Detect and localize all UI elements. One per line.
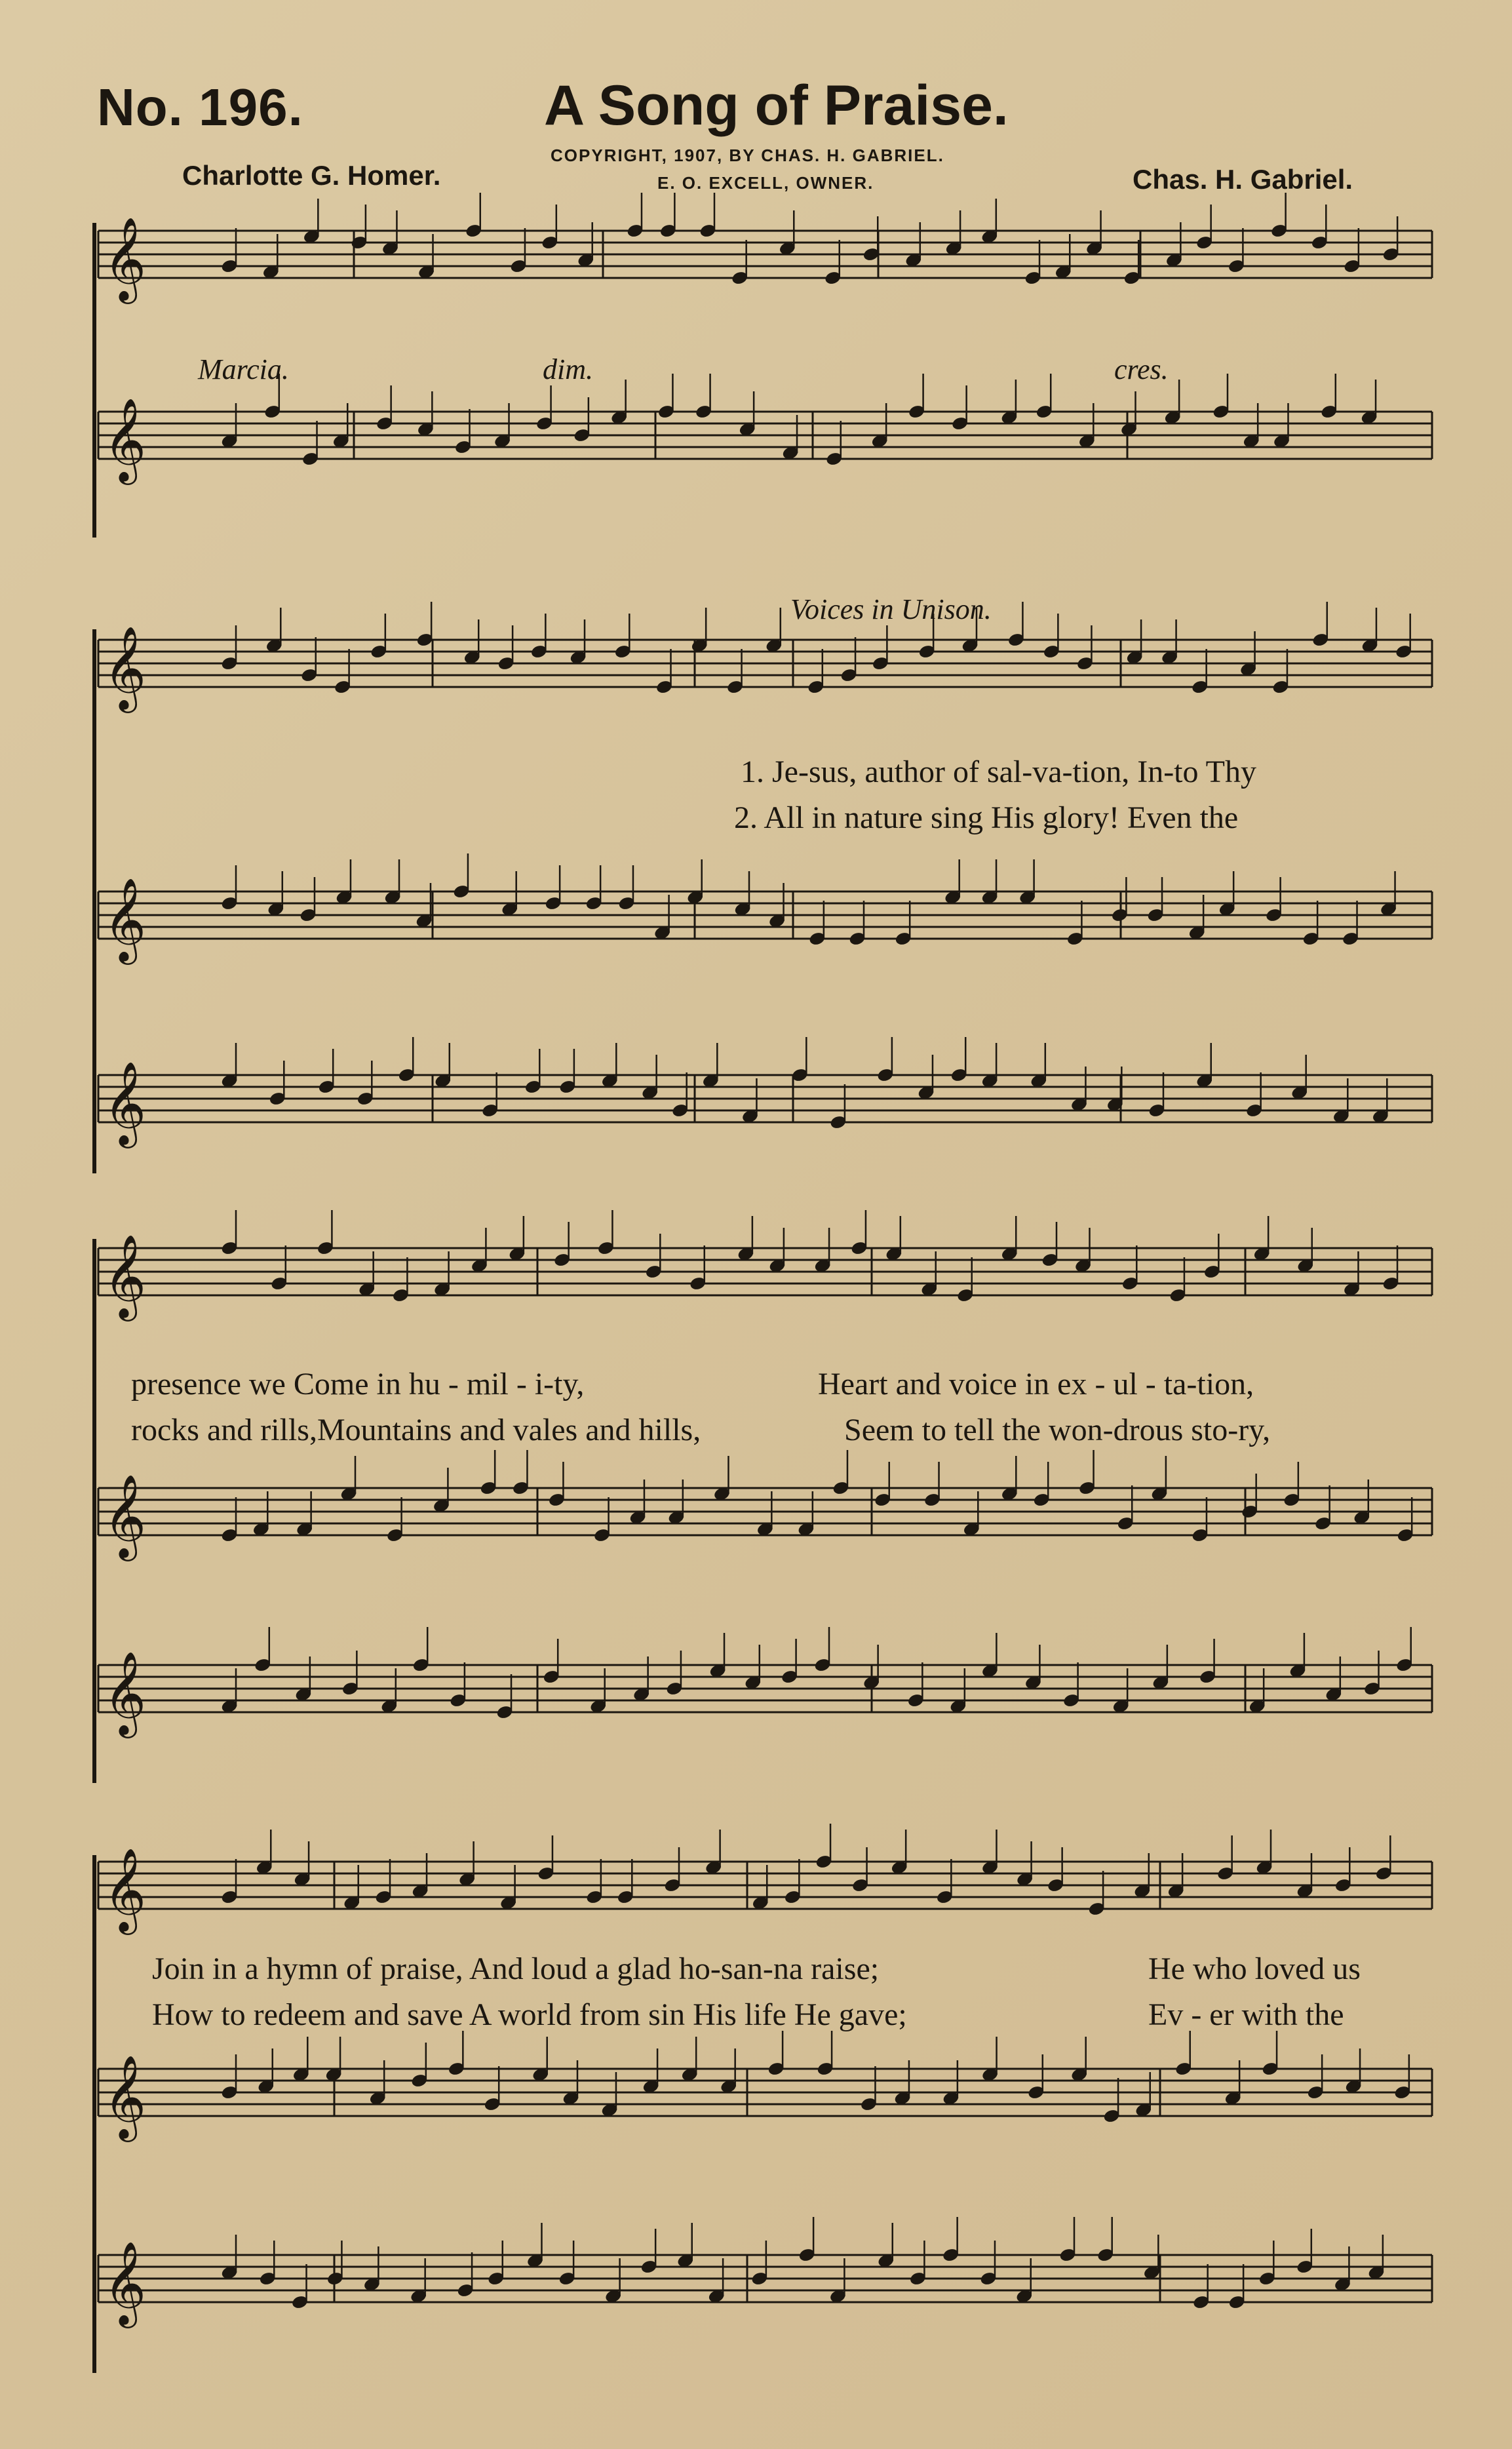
verse2-line1: 2. All in nature sing His glory! Even the: [734, 800, 1239, 835]
staff: [98, 1474, 1432, 1561]
voices-direction: Voices in Unison.: [790, 593, 992, 625]
clef-icon: 𝄞: [104, 1474, 147, 1558]
hymn-number: No. 196.: [97, 78, 303, 136]
clef-icon: 𝄞: [104, 397, 147, 481]
verse1-line2: presence we Come in hu - mil - i-ty,: [131, 1367, 585, 1401]
staff: [98, 216, 1432, 304]
staff: [98, 877, 1432, 965]
cres-marking: cres.: [1114, 353, 1169, 385]
clef-icon: 𝄞: [104, 1061, 147, 1145]
staff: [98, 1061, 1432, 1148]
staff: [98, 625, 1432, 713]
verse2-line5: Ev - er with the: [1148, 1997, 1344, 2032]
clef-icon: 𝄞: [104, 2054, 147, 2138]
lyricist-credit: Charlotte G. Homer.: [182, 160, 441, 191]
staff: [98, 1234, 1432, 1322]
clef-icon: 𝄞: [104, 2241, 147, 2324]
dim-marking: dim.: [543, 353, 593, 385]
tempo-marking: Marcia.: [198, 353, 289, 385]
hymn-title: A Song of Praise.: [544, 74, 1009, 137]
composer-credit: Chas. H. Gabriel.: [1133, 164, 1353, 195]
clef-icon: 𝄞: [104, 877, 147, 961]
verse2-line2: rocks and rills,Mountains and vales and hills,: [131, 1413, 701, 1447]
staff: [98, 397, 1432, 485]
staff: [98, 2241, 1432, 2328]
verse2-line4: How to redeem and save A world from sin His life He gave;: [152, 1997, 907, 2032]
owner-line: E. O. EXCELL, OWNER.: [657, 173, 874, 193]
verse2-line3: Seem to tell the won-drous sto-ry,: [844, 1413, 1271, 1447]
verse1-line5: He who loved us: [1148, 1951, 1361, 1986]
copyright-line: COPYRIGHT, 1907, BY CHAS. H. GABRIEL.: [551, 146, 944, 165]
verse1-line3: Heart and voice in ex - ul - ta-tion,: [818, 1367, 1254, 1401]
verse1-line1: 1. Je-sus, author of sal-va-tion, In-to Thy: [741, 754, 1256, 789]
clef-icon: 𝄞: [104, 625, 147, 709]
verse1-line4: Join in a hymn of praise, And loud a glad ho-san-na raise;: [152, 1951, 880, 1986]
clef-icon: 𝄞: [104, 1847, 147, 1931]
clef-icon: 𝄞: [104, 216, 147, 300]
clef-icon: 𝄞: [104, 1234, 147, 1318]
clef-icon: 𝄞: [104, 1651, 147, 1734]
